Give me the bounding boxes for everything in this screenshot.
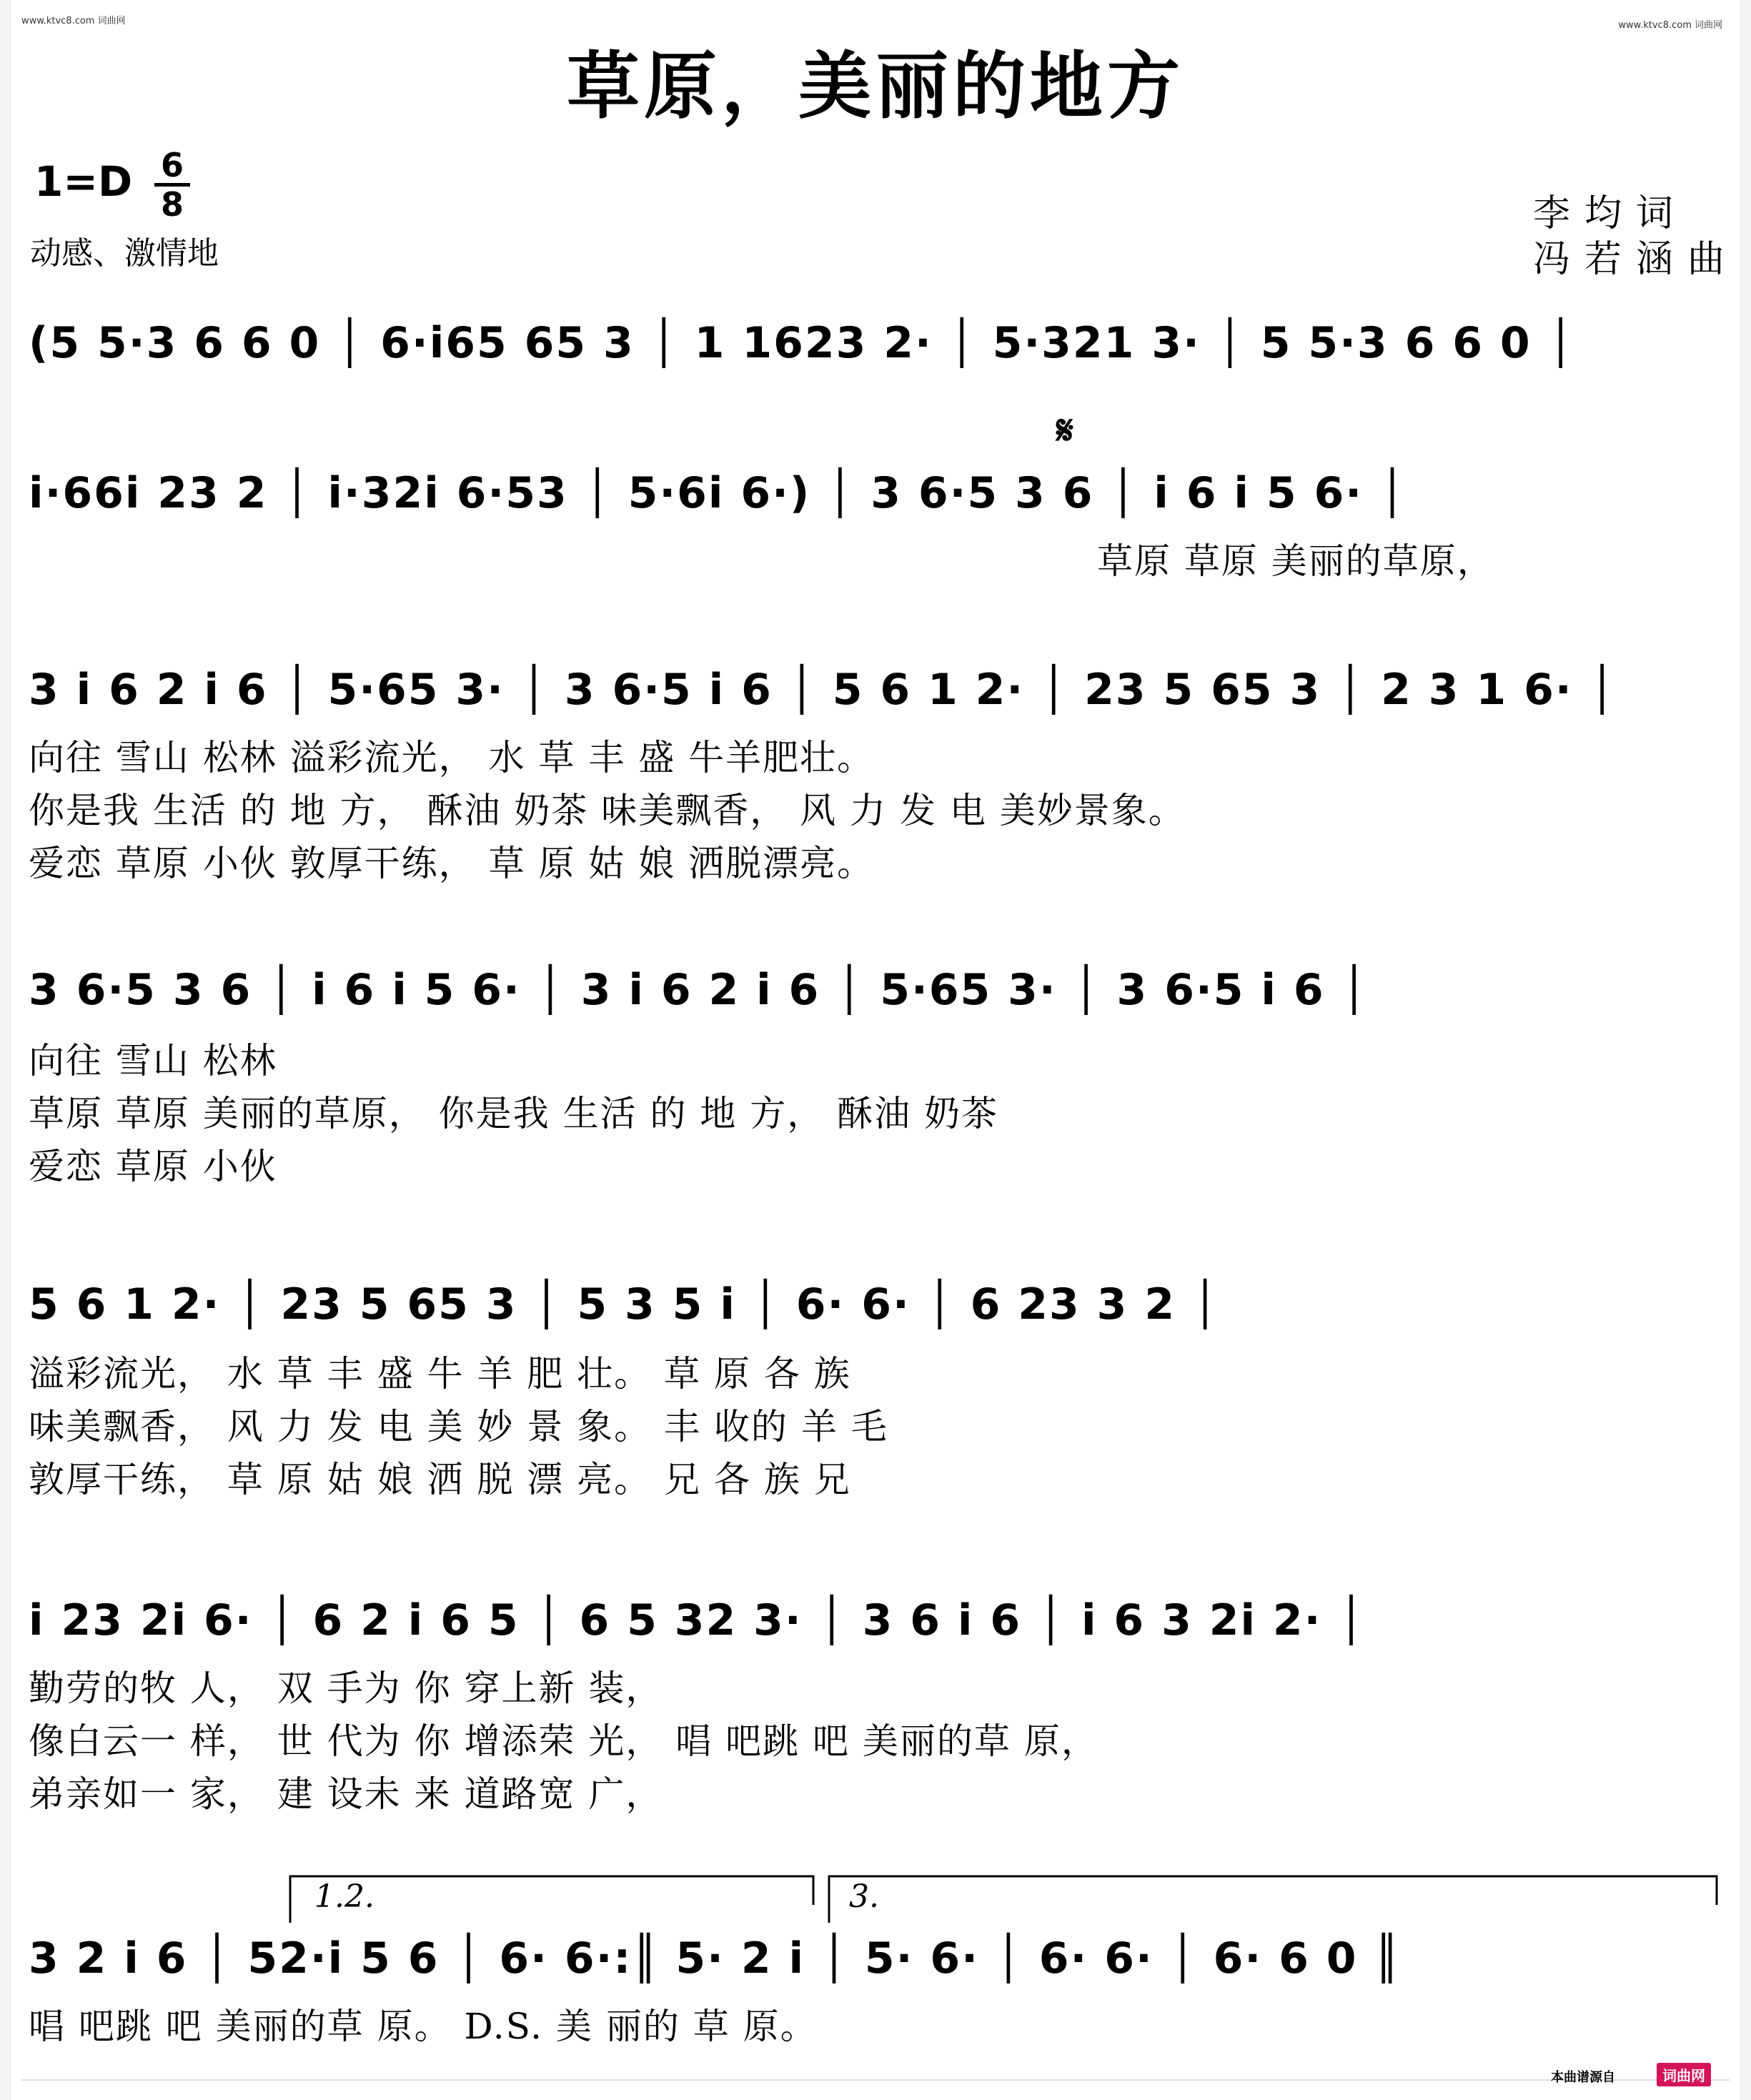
- lyric-row-6-line-3: 弟亲如一 家， 建 设未 来 道路宽 广，: [29, 1773, 663, 1815]
- lyric-row-4-line-2: 草原 草原 美丽的草原， 你是我 生活 的 地 方， 酥油 奶茶: [29, 1093, 999, 1134]
- tempo-marking: 动感、激情地: [30, 235, 219, 272]
- lyric-row-6-line-1: 勤劳的牧 人， 双 手为 你 穿上新 装，: [29, 1668, 663, 1709]
- watermark-left: www.ktvc8.com 词曲网: [21, 16, 126, 26]
- segno-sign: 𝄋: [1056, 407, 1076, 454]
- watermark-right: www.ktvc8.com 词曲网: [1618, 20, 1722, 31]
- lyric-row-2-line-1: 草原 草原 美丽的草原，: [1097, 540, 1494, 582]
- notes-row-2: i·66i 23 2 │ i·32i 6·53 │ 5·6i 6·) │ 3 6·5 3 6 │ i 6 i 5 6· │: [29, 468, 1407, 518]
- lyric-row-3-line-2: 你是我 生活 的 地 方， 酥油 奶茶 味美飘香， 风 力 发 电 美妙景象。: [29, 790, 1186, 831]
- song-title: 草原，美丽的地方: [567, 44, 1184, 129]
- lyricist-credit: 李均词: [1533, 192, 1688, 235]
- meter-top: 6: [160, 146, 184, 184]
- lyric-row-3-line-1: 向往 雪山 松林 溢彩流光， 水 草 丰 盛 牛羊肥壮。: [29, 737, 875, 778]
- notes-row-7: 3 2 i 6 │ 52·i 5 6 │ 6· 6·:║ 5· 2 i │ 5· 6· │ 6· 6· │ 6· 6 0 ║: [29, 1933, 1402, 1983]
- footer-source: 本曲谱源自: [1551, 2070, 1615, 2085]
- lyric-row-5-line-3: 敦厚干练， 草 原 姑 娘 洒 脱 漂 亮。 兄 各 族 兄: [29, 1459, 851, 1500]
- volta-brackets: [290, 1876, 1717, 1923]
- composer-credit: 冯若涵曲: [1533, 238, 1740, 281]
- volta-second-label: 3.: [849, 1878, 879, 1915]
- notes-row-1: (5 5·3 6 6 0 │ 6·i65 65 3 │ 1 1623 2· │ 5·321 3· │ 5 5·3 6 6 0 │: [29, 318, 1575, 368]
- meter-bottom: 8: [160, 185, 184, 224]
- key-signature: 1=D: [34, 157, 133, 206]
- lyric-row-5-line-2: 味美飘香， 风 力 发 电 美 妙 景 象。 丰 收的 羊 毛: [29, 1406, 888, 1447]
- volta-first-label: 1.2.: [314, 1878, 374, 1915]
- notes-row-4: 3 6·5 3 6 │ i 6 i 5 6· │ 3 i 6 2 i 6 │ 5·65 3· │ 3 6·5 i 6 │: [29, 965, 1369, 1015]
- notes-row-6: i 23 2i 6· │ 6 2 i 6 5 │ 6 5 32 3· │ 3 6 i 6 │ i 6 3 2i 2· │: [29, 1595, 1366, 1645]
- lyric-row-6-line-2: 像白云一 样， 世 代为 你 增添荣 光， 唱 吧跳 吧 美丽的草 原，: [29, 1720, 1098, 1762]
- footer-site-logo[interactable]: 词曲网: [1657, 2063, 1711, 2086]
- notes-row-5: 5 6 1 2· │ 23 5 65 3 │ 5 3 5 i │ 6· 6· │ 6 23 3 2 │: [29, 1279, 1220, 1329]
- lyric-row-4-line-1: 向往 雪山 松林: [29, 1040, 277, 1081]
- lyric-row-5-line-1: 溢彩流光， 水 草 丰 盛 牛 羊 肥 壮。 草 原 各 族: [29, 1353, 851, 1395]
- lyric-row-4-line-3: 爱恋 草原 小伙: [29, 1146, 277, 1187]
- lyric-row-3-line-3: 爱恋 草原 小伙 敦厚干练， 草 原 姑 娘 洒脱漂亮。: [29, 843, 875, 884]
- notes-row-3: 3 i 6 2 i 6 │ 5·65 3· │ 3 6·5 i 6 │ 5 6 1 2· │ 23 5 65 3 │ 2 3 1 6· │: [29, 665, 1617, 715]
- lyric-row-7-line-1: 唱 吧跳 吧 美丽的草 原。 D.S. 美 丽的 草 原。: [29, 2006, 818, 2047]
